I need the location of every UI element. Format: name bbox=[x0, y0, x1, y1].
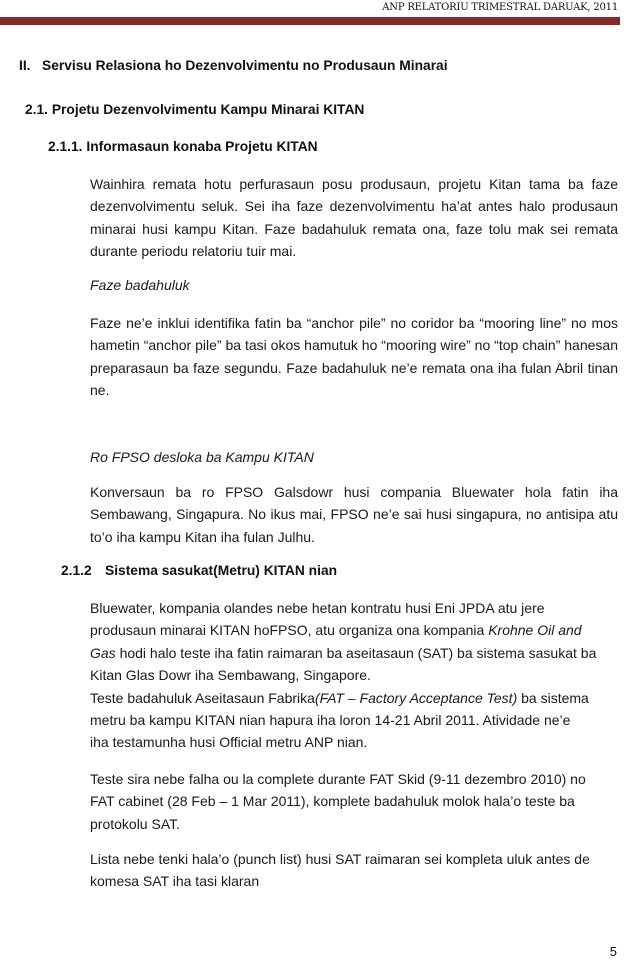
phase1-subtitle: Faze badahuluk bbox=[90, 277, 190, 293]
text-line: Teste badahuluk Aseitasaun Fabrika(FAT – Factory Acceptance Test) ba sistema bbox=[90, 689, 589, 706]
subsubsection-heading-1 bbox=[48, 139, 318, 154]
subsubsection-title: Sistema sasukat(Metru) KITAN nian bbox=[105, 563, 338, 578]
text-line: metru ba kampu KITAN nian hapura iha loron 14-21 Abril 2011. Atividade ne’e bbox=[90, 712, 571, 729]
text-line: iha testamunha husi Official metru ANP nian. bbox=[90, 734, 368, 751]
subsection-number: 2.1. bbox=[25, 102, 49, 117]
header-divider-bar bbox=[0, 17, 620, 25]
failed-tests-paragraph bbox=[90, 768, 618, 835]
section-title: Servisu Relasiona ho Dezenvolvimentu no Produsaun Minarai bbox=[42, 58, 448, 73]
section-number: II. bbox=[19, 58, 31, 73]
text-line: FAT cabinet (28 Feb – 1 Mar 2011), komplete badahuluk molok hala’o teste ba bbox=[90, 793, 575, 810]
text-line: Bluewater, kompania olandes nebe hetan kontratu husi Eni JPDA atu jere bbox=[90, 600, 545, 616]
running-header: ANP RELATORIU TRIMESTRAL DARUAK, 2011 bbox=[382, 2, 618, 13]
subsubsection-number: 2.1.1. bbox=[48, 139, 83, 154]
punch-list-paragraph bbox=[90, 848, 618, 893]
text-line: Teste sira nebe falha ou la complete durante FAT Skid (9-11 dezembro 2010) no bbox=[90, 771, 586, 787]
metering-paragraph bbox=[90, 597, 618, 754]
phase1-paragraph: Faze ne’e inklui identifika fatin ba “anchor pile” no coridor ba “mooring line” no mos hametin “anchor pile” ba tasi okos hamutuk ho “mooring wire” no “top chain” hanesan preparasaun ba faze segundu. Faze badahuluk ne’e remata ona iha fulan Abril tinan ne. bbox=[90, 315, 618, 399]
text-line: Lista nebe tenki hala’o (punch list) husi SAT raimaran sei kompleta uluk antes de bbox=[90, 851, 590, 867]
subsubsection-heading-2 bbox=[61, 563, 337, 578]
text-line: produsaun minarai KITAN hoFPSO, atu organiza ona kompania Krohne Oil and bbox=[90, 622, 582, 639]
fpso-paragraph: Konversaun ba ro FPSO Galsdowr husi compania Bluewater hola fatin iha Sembawang, Singapura. No ikus mai, FPSO ne’e sai husi singapura, no antisipa atu to’o iha kampu Kitan iha fulan Julhu. bbox=[90, 484, 618, 545]
intro-paragraph: Wainhira remata hotu perfurasaun posu produsaun, projetu Kitan tama ba faze dezenvolvimentu seluk. Sei iha faze dezenvolvimentu ha’at antes halo produsaun minarai husi kampu Kitan. Faze badahuluk remata ona, faze tolu mak sei remata durante periodu relatoriu tuir mai. bbox=[90, 176, 618, 260]
text-line: komesa SAT iha tasi klaran bbox=[90, 873, 260, 890]
page-number: 5 bbox=[609, 944, 617, 959]
section-heading bbox=[19, 58, 448, 73]
text-line: protokolu SAT. bbox=[90, 815, 181, 832]
subsection-heading bbox=[25, 102, 364, 117]
subsection-title: Projetu Dezenvolvimentu Kampu Minarai KITAN bbox=[51, 102, 365, 117]
fpso-subtitle: Ro FPSO desloka ba Kampu KITAN bbox=[90, 449, 314, 465]
text-line: Kitan Glas Dowr iha Sembawang, Singapore. bbox=[90, 667, 371, 684]
subsubsection-number: 2.1.2 bbox=[61, 563, 92, 578]
subsubsection-title: Informasaun konaba Projetu KITAN bbox=[86, 139, 318, 154]
text-line: Gas hodi halo teste iha fatin raimaran ba aseitasaun (SAT) ba sistema sasukat ba bbox=[90, 644, 597, 661]
